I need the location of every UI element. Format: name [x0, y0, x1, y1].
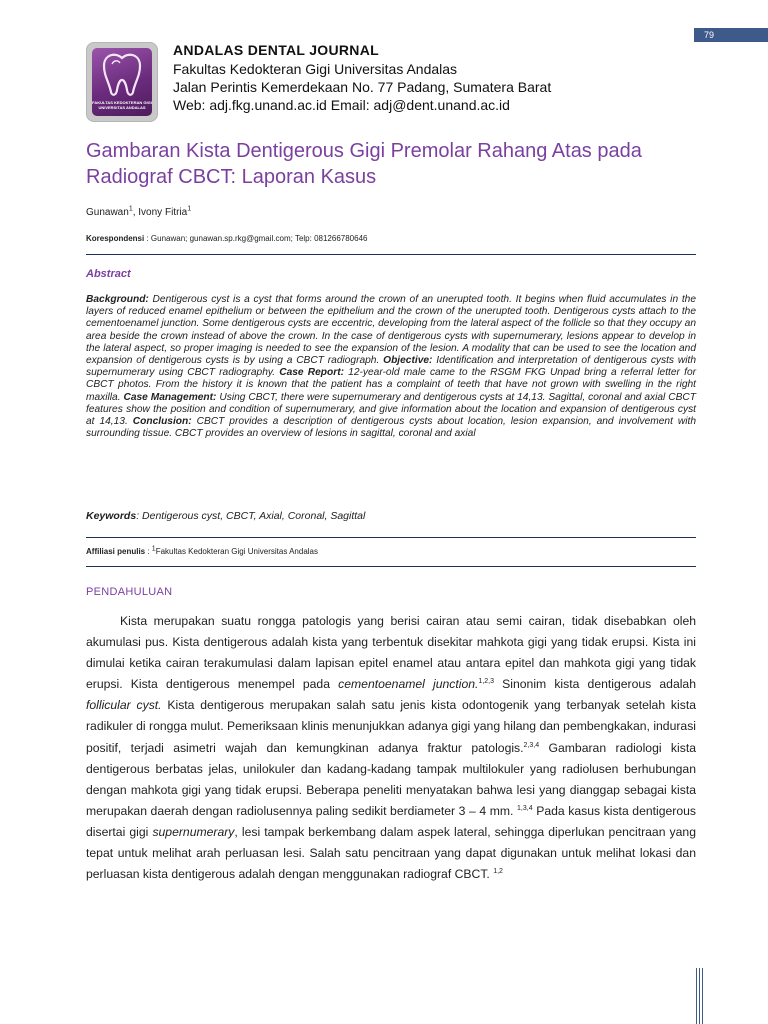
- journal-web-email: Web: adj.fkg.unand.ac.id Email: adj@dent.unand.ac.id: [173, 97, 510, 113]
- logo-caption-1: FAKULTAS KEDOKTERAN GIGI: [92, 100, 152, 105]
- introduction-body: [86, 611, 696, 885]
- keywords-text: : Dentigerous cyst, CBCT, Axial, Coronal, Sagittal: [136, 510, 366, 522]
- edge-bar: [702, 968, 703, 1024]
- italic-term: follicular cyst.: [86, 698, 162, 713]
- author-separator: ,: [132, 207, 139, 218]
- objective-text: Identification and interpretation of dentigerous cysts with supernumerary using CBCT radiography.: [86, 355, 696, 379]
- case-management-text: Using CBCT, there were supernumerary and dentigerous cysts at 14,13. Sagittal, coronal and axial CBCT features show the position and condition of supernumerary, and give information about the location and expansion of dentigerous cyst at 14,13.: [86, 391, 696, 428]
- citation-sup: 1,3,4: [517, 804, 533, 812]
- affiliation-sup: 1: [151, 545, 156, 553]
- text-run: Gambaran radiologi kista dentigerous berbatas jelas, unilokuler dan kadang-kadang tampak multilokuler yang radiolusen berhubungan dengan mahkota gigi yang tidak erupsi. Beberapa peneliti menyatakan bahwa lesi yang dianggap sebagai kista merupakan daerah dengan radiolusennya paling sedikit berdiameter 3 – 4 mm.: [86, 740, 696, 818]
- author-name: Ivony Fitria: [138, 207, 188, 218]
- divider: [86, 537, 696, 538]
- citation-sup: 1,2: [493, 868, 503, 876]
- case-management-label: Case Management:: [123, 391, 217, 403]
- keywords-label: Keywords: [86, 510, 137, 522]
- journal-faculty: Fakultas Kedokteran Gigi Universitas Andalas: [173, 61, 458, 77]
- italic-term: supernumerary: [152, 824, 235, 839]
- correspondence-text: : Gunawan; gunawan.sp.rkg@gmail.com; Telp: 081266780646: [144, 234, 368, 243]
- background-text: Dentigerous cyst is a cyst that forms around the crown of an unerupted tooth. It begins when fluid accumulates in the layers of reduced enamel epithelium or between the epithelium and the crown of the unerupted tooth. Dentigerous cysts attach to the cementoenamel junction. Some dentigerous cysts are eccentric, developing from the lateral aspect of the follicle so that they occupy an area beside the crown instead of above the crown. In the case of dentigerous cysts with supernumerary, lesions appear to develop in the lateral aspect, so proper imaging is needed to see the expansion of the lesion. A modality that can be used to see the location and expansion of dentigerous cysts is by using a CBCT radiograph.: [86, 294, 696, 367]
- author-name: Gunawan: [86, 207, 129, 218]
- conclusion-label: Conclusion:: [132, 416, 192, 428]
- logo-caption-2: UNIVERSITAS ANDALAS: [98, 105, 146, 110]
- text-run: Kista dentigerous merupakan salah satu jenis kista odontogenik yang terbanyak setelah kista radikuler di rongga mulut. Pemeriksaan klinis menunjukkan adanya gigi yang hilang dan pembengkakan, indurasi positif, terjadi asimetri wajah dan kemungkinan adanya fraktur patologis.: [86, 698, 696, 755]
- section-heading: PENDAHULUAN: [86, 586, 173, 598]
- affiliation-label: Affiliasi penulis: [86, 547, 146, 556]
- case-report-text: 12-year-old male came to the RSGM FKG Unpad bring a referral letter for CBCT photos. From the history it is known that the patient has a complaint of teeth that have not grown with swelling in the right maxilla.: [86, 367, 696, 403]
- italic-term: cementoenamel junction.: [338, 677, 479, 692]
- author-list: [86, 207, 191, 218]
- journal-logo: [86, 42, 158, 122]
- citation-sup: 2,3,4: [523, 741, 540, 749]
- text-run: Sinonim kista dentigerous adalah: [494, 677, 696, 692]
- text-run: Kista merupakan suatu rongga patologis yang berisi cairan atau semi cairan, tidak disebabkan oleh akumulasi pus. Kista dentigerous adalah kista yang terbentuk disekitar mahkota gigi yang tidak erupsi. Kista ini dimulai ketika cairan terakumulasi dalam lapisan epitel enamel atau antara epitel dan mahkota gigi yang tidak erupsi. Kista dentigerous menempel pada: [86, 614, 696, 692]
- objective-label: Objective:: [383, 355, 433, 367]
- affiliation-sep: :: [145, 547, 152, 556]
- divider: [86, 254, 696, 255]
- affiliation: [86, 547, 318, 556]
- text-run: , lesi tampak berkembang dalam aspek lateral, sehingga diperlukan pencitraan yang tepat untuk melihat arah perluasan lesi. Salah satu pencitraan yang dapat digunakan untuk melihat lokasi dan perluasan kista dentigerous adalah dengan menggunakan radiograf CBCT.: [86, 824, 696, 882]
- title-line-1: Gambaran Kista Dentigerous Gigi Premolar Rahang Atas pada: [86, 140, 642, 162]
- journal-name: ANDALAS DENTAL JOURNAL: [173, 42, 379, 58]
- correspondence: [86, 234, 367, 243]
- keywords: [86, 510, 365, 522]
- abstract-heading: Abstract: [86, 268, 131, 280]
- correspondence-label: Korespondensi: [86, 234, 145, 243]
- paragraph: [86, 611, 696, 885]
- author-affil-sup: 1: [128, 205, 133, 213]
- citation-sup: 1,2,3: [478, 678, 494, 686]
- divider: [86, 566, 696, 567]
- background-label: Background:: [86, 294, 149, 305]
- tooth-logo-icon: [92, 48, 152, 116]
- edge-bar: [696, 968, 697, 1024]
- text-run: Pada kasus kista dentigerous disertai gigi: [86, 803, 696, 839]
- edge-bar: [699, 968, 700, 1024]
- article-title: [86, 138, 706, 190]
- conclusion-text: CBCT provides a description of dentigerous cysts about location, lesion expansion, and involvement with surrounding tissue. CBCT provides an overview of lesions in sagittal, coronal and axial: [86, 416, 697, 440]
- affiliation-text: Fakultas Kedokteran Gigi Universitas Andalas: [155, 547, 319, 556]
- author-affil-sup: 1: [187, 205, 192, 213]
- abstract-body: [86, 294, 696, 440]
- journal-address: Jalan Perintis Kemerdekaan No. 77 Padang, Sumatera Barat: [173, 79, 552, 95]
- case-report-label: Case Report:: [279, 367, 344, 379]
- page-number: 79: [694, 28, 768, 42]
- title-line-2: Radiograf CBCT: Laporan Kasus: [86, 166, 377, 188]
